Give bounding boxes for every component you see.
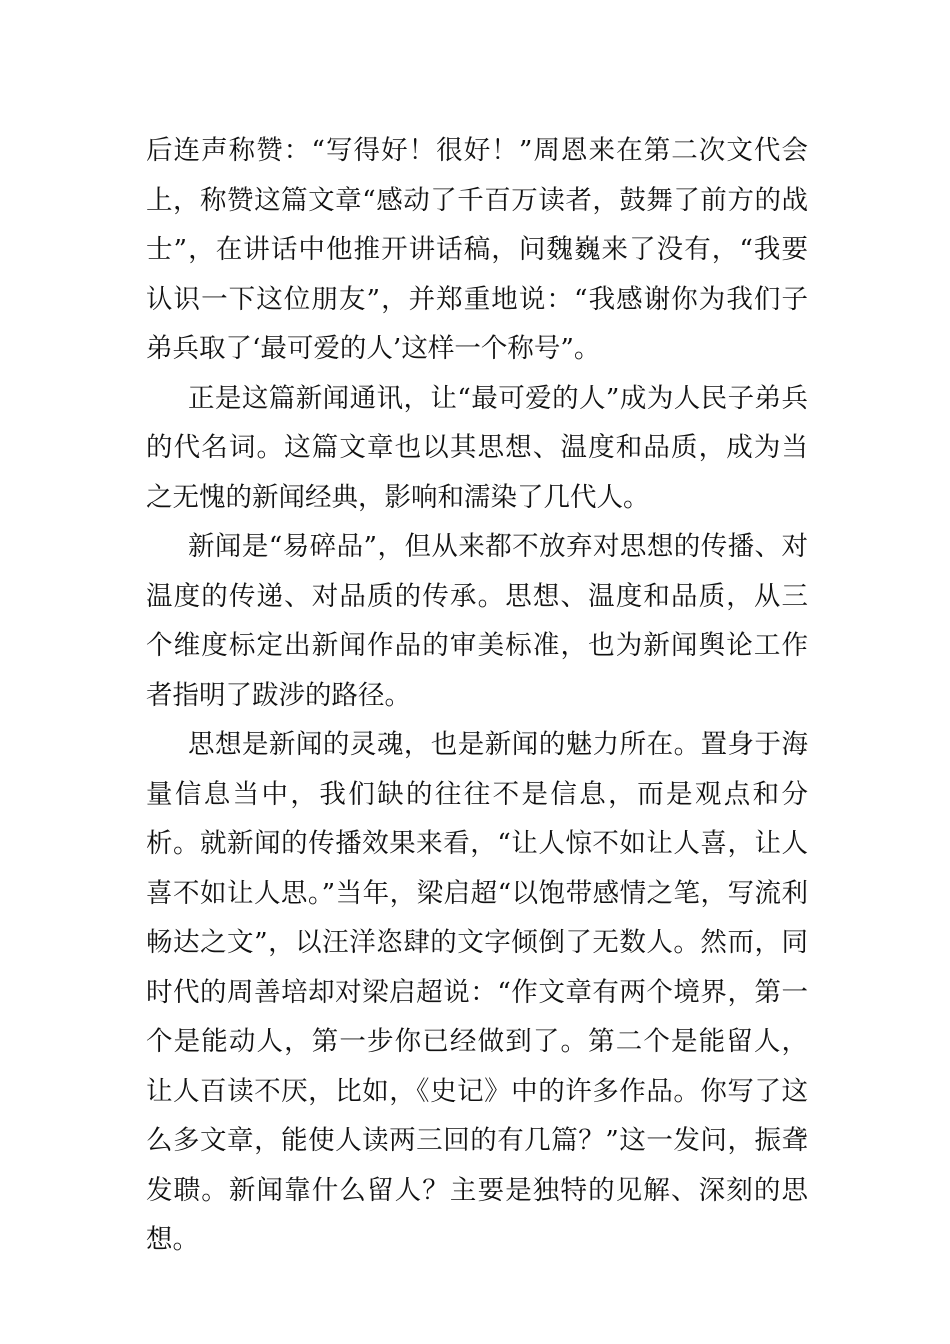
paragraph-3: 新闻是“易碎品”，但从来都不放弃对思想的传播、对温度的传递、对品质的传承。思想、温度和品质，从三个维度标定出新闻作品的审美标准，也为新闻舆论工作者指明了跋涉的路径。 <box>146 531 808 711</box>
paragraph-2: 正是这篇新闻通讯，让“最可爱的人”成为人民子弟兵的代名词。这篇文章也以其思想、温度和品质，成为当之无愧的新闻经典，影响和濡染了几代人。 <box>146 382 808 513</box>
article-body <box>146 126 808 1265</box>
paragraph-continuation: 后连声称赞：“写得好！很好！”周恩来在第二次文代会上，称赞这篇文章“感动了千百万读者，鼓舞了前方的战士”，在讲话中他推开讲话稿，问魏巍来了没有，“我要认识一下这位朋友”，并郑重地说：“我感谢你为我们子弟兵取了‘最可爱的人’这样一个称号”。 <box>146 135 808 364</box>
paragraph-4: 思想是新闻的灵魂，也是新闻的魅力所在。置身于海量信息当中，我们缺的往往不是信息，而是观点和分析。就新闻的传播效果来看，“让人惊不如让人喜，让人喜不如让人思。”当年，梁启超“以饱带感情之笔，写流利畅达之文”，以汪洋恣肆的文字倾倒了无数人。然而，同时代的周善培却对梁启超说：“作文章有两个境界，第一个是能动人，第一步你已经做到了。第二个是能留人，让人百读不厌，比如，《史记》中的许多作品。你写了这么多文章，能使人读两三回的有几篇？”这一发问，振聋发聩。新闻靠什么留人？主要是独特的见解、深刻的思想。 <box>146 729 808 1255</box>
